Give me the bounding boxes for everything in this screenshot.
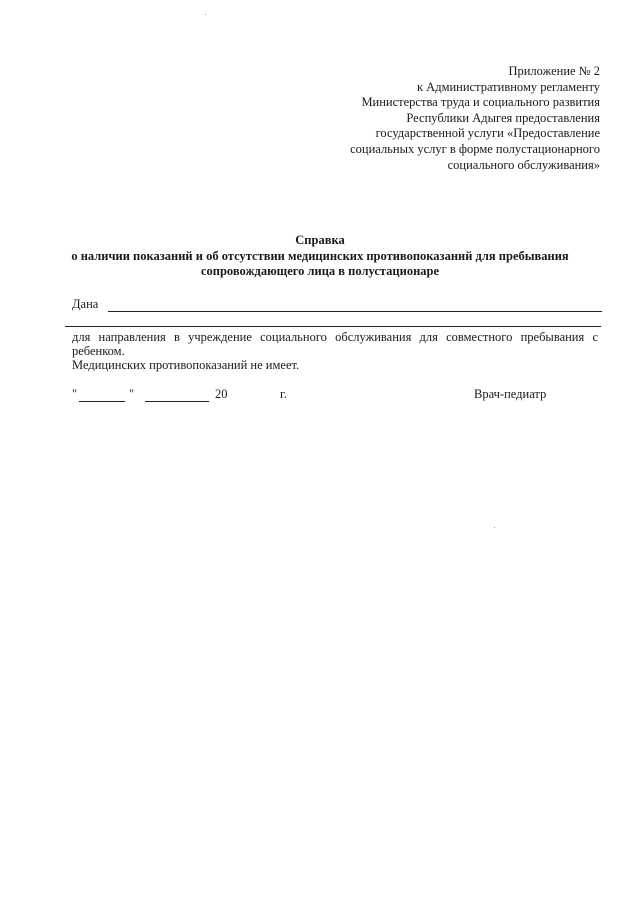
close-quote: " <box>129 387 135 401</box>
appendix-line: Министерства труда и социального развития <box>361 95 600 110</box>
title-subtitle-line2: сопровождающего лица в полустационаре <box>200 264 440 279</box>
month-blank-line <box>145 401 209 402</box>
year-prefix: 20 <box>215 387 228 401</box>
year-suffix: г. <box>280 387 287 401</box>
document-title <box>40 233 600 280</box>
appendix-line: Республики Адыгея предоставления <box>406 110 600 125</box>
appendix-line: к Административному регламенту <box>416 79 600 94</box>
given-to-blank-line <box>108 311 602 312</box>
open-quote: " <box>72 387 78 401</box>
title-heading: Справка <box>295 233 345 247</box>
day-blank-line <box>79 401 125 402</box>
given-to-row <box>72 297 602 315</box>
doctor-title: Врач-педиатр <box>474 387 547 401</box>
title-subtitle-line1: о наличии показаний и об отсутствии медицинских противопоказаний для пребывания <box>71 248 569 263</box>
appendix-header <box>280 64 600 173</box>
given-label: Дана <box>72 297 99 311</box>
statement-text: Медицинских противопоказаний не имеет. <box>72 358 300 372</box>
date-signature-row <box>72 387 602 407</box>
purpose-text: для направления в учреждение социального обслуживания для совместного пребывания с ребенком. <box>72 330 598 358</box>
appendix-line: Приложение № 2 <box>508 64 600 78</box>
appendix-line: государственной услуги «Предоставление <box>375 126 600 141</box>
appendix-line: социальных услуг в форме полустационарного <box>350 141 600 156</box>
appendix-line: социального обслуживания» <box>447 157 600 172</box>
blank-line <box>65 326 601 327</box>
certificate-body <box>72 330 598 372</box>
